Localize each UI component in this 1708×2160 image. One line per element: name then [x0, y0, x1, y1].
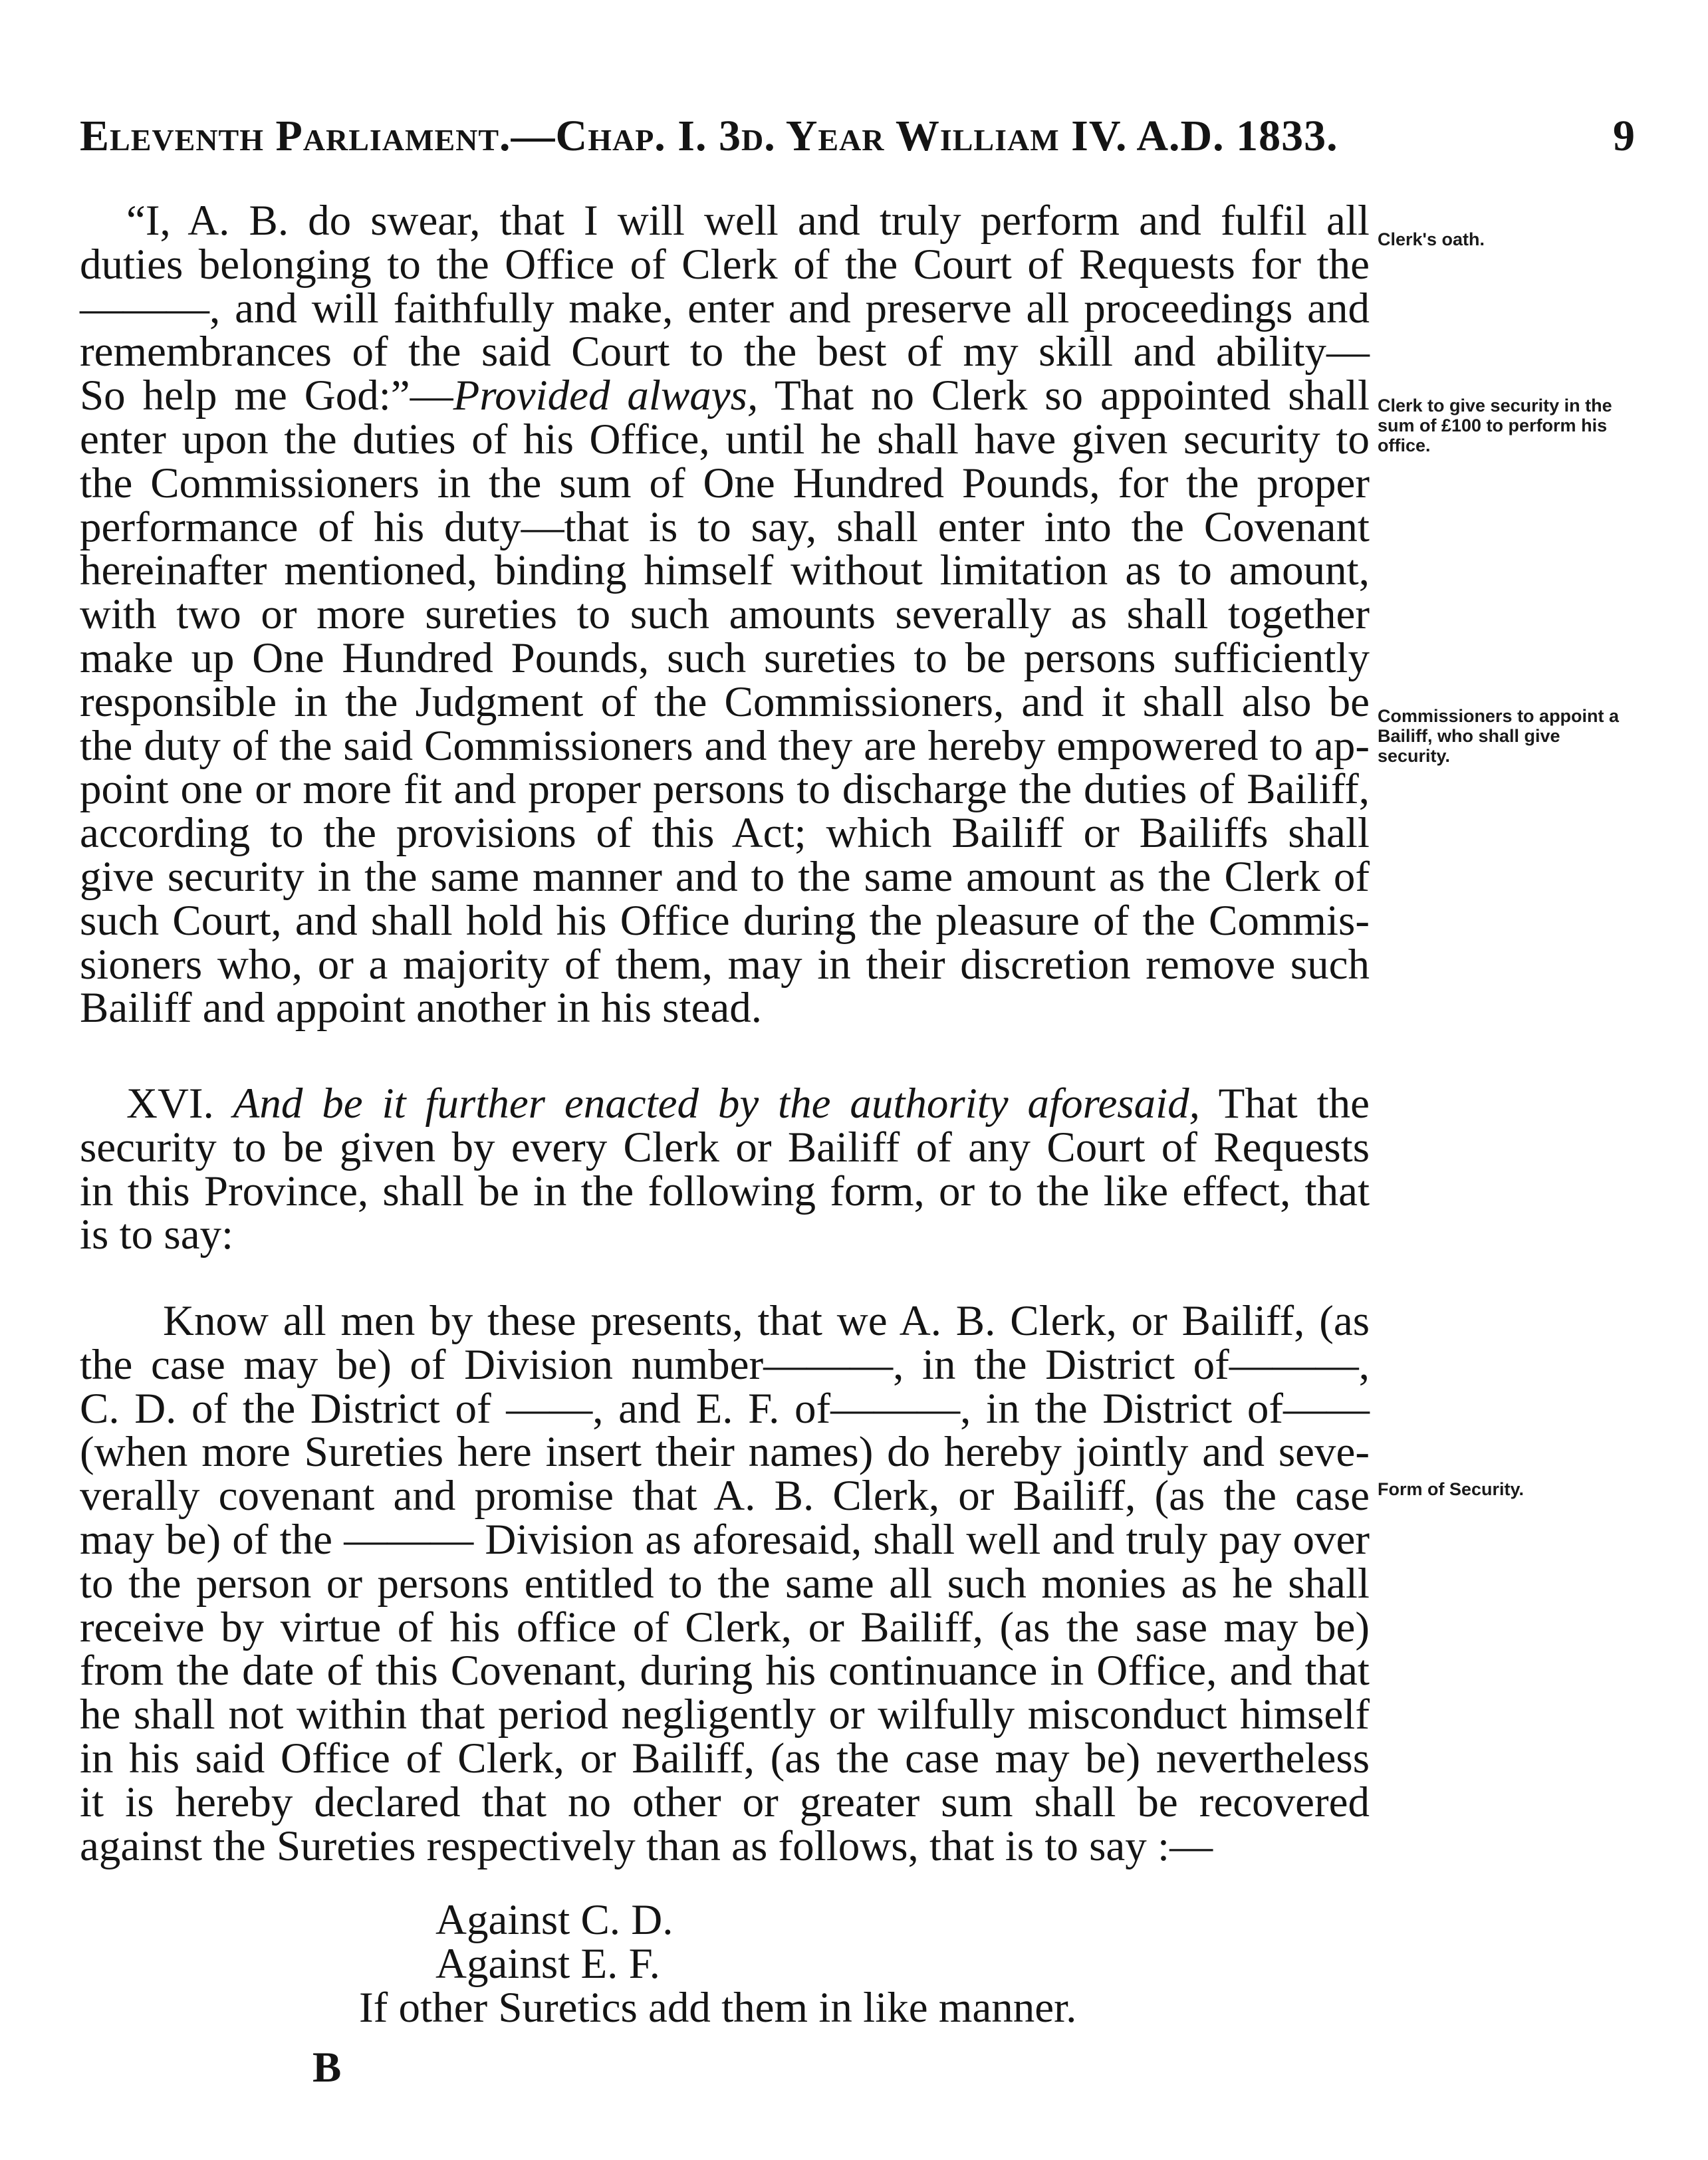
text-line: such Court, and shall hold his Office during the pleasure of the Commis-: [80, 896, 1370, 945]
against-ef-line: Against E. F.: [435, 1940, 660, 1988]
text-line-proviso: [80, 374, 1370, 418]
text-line: (when more Sureties here insert their names) do hereby jointly and seve-: [80, 1428, 1370, 1477]
oath-close: So help me God:”—: [80, 372, 453, 420]
enacting-clause: And be it further enacted by the authority aforesaid,: [233, 1080, 1200, 1128]
text-line: enter upon the duties of his Office, until he shall have given security to: [80, 415, 1370, 463]
text-line: the case may be) of Division number———, in the District of———,: [80, 1340, 1370, 1389]
section-xvi-first-line: [80, 1082, 1370, 1126]
margin-note-clerk-security: Clerk to give security in the sum of £100 to perform his office.: [1378, 396, 1612, 455]
header-title: Eleventh Parliament.—Chap. I. 3d. Year William IV. A.D. 1833.: [80, 112, 1338, 160]
text-line: “I, A. B. do swear, that I will well and truly perform and fulfil all: [126, 197, 1370, 245]
text-line: make up One Hundred Pounds, such sureties to be persons sufficiently: [80, 634, 1370, 682]
text-line: sioners who, or a majority of them, may in their discretion remove such: [80, 940, 1370, 989]
text-line: in his said Office of Clerk, or Bailiff, (as the case may be) nevertheless: [80, 1734, 1370, 1782]
text-line: duties belonging to the Office of Clerk of the Court of Requests for the: [80, 240, 1370, 289]
text-line: with two or more sureties to such amounts severally as shall together: [80, 590, 1370, 639]
text-line: Bailiff and appoint another in his stead.: [80, 984, 762, 1032]
against-cd-line: Against C. D.: [435, 1896, 673, 1944]
signature-mark: B: [312, 2044, 342, 2092]
section-xvi-paragraph: [80, 1082, 1370, 1257]
text-line: performance of his duty—that is to say, shall enter into the Covenant: [80, 503, 1370, 551]
margin-note-commissioners-bailiff: Commissioners to appoint a Bailiff, who shall give security.: [1378, 706, 1620, 766]
text-line: in this Province, shall be in the following form, or to the like effect, that: [80, 1167, 1370, 1215]
text-line: ———, and will faithfully make, enter and preserve all proceedings and: [80, 284, 1370, 332]
running-header: [80, 106, 1636, 166]
section-number: XVI.: [126, 1080, 214, 1128]
enacting-rest: That the: [1199, 1080, 1370, 1128]
oath-paragraph: [80, 199, 1370, 1030]
text-line: from the date of this Covenant, during his continuance in Office, and that: [80, 1647, 1370, 1695]
text-line: against the Sureties respectively than as follows, that is to say :—: [80, 1822, 1213, 1870]
text-line: Know all men by these presents, that we A. B. Clerk, or Bailiff, (as: [163, 1297, 1370, 1345]
text-line: C. D. of the District of ——, and E. F. of———, in the District of——: [80, 1384, 1370, 1433]
text-line: security to be given by every Clerk or Bailiff of any Court of Requests: [80, 1123, 1370, 1171]
text-line: the Commissioners in the sum of One Hundred Pounds, for the proper: [80, 459, 1370, 507]
proviso-rest: That no Clerk so appointed shall: [758, 372, 1370, 420]
text-line: the duty of the said Commissioners and they are hereby empowered to ap-: [80, 721, 1370, 770]
text-line: point one or more fit and proper persons to discharge the duties of Bailiff,: [80, 765, 1370, 814]
text-line: give security in the same manner and to the same amount as the Clerk of: [80, 852, 1370, 901]
text-line: is to say:: [80, 1211, 234, 1259]
page-number: 9: [1613, 112, 1636, 160]
text-line: receive by virtue of his office of Clerk, or Bailiff, (as the sase may be): [80, 1603, 1370, 1651]
form-of-security-paragraph: [80, 1297, 1370, 1870]
text-line: may be) of the ——— Division as aforesaid, shall well and truly pay over: [80, 1515, 1370, 1564]
text-line: he shall not within that period negligently or wilfully misconduct himself: [80, 1691, 1370, 1739]
text-line: according to the provisions of this Act; which Bailiff or Bailiffs shall: [80, 809, 1370, 858]
margin-note-clerks-oath: Clerk's oath.: [1378, 229, 1485, 249]
text-line: it is hereby declared that no other or greater sum shall be recovered: [80, 1778, 1370, 1826]
text-line: responsible in the Judgment of the Commissioners, and it shall also be: [80, 677, 1370, 726]
text-line: hereinafter mentioned, binding himself without limitation as to amount,: [80, 546, 1370, 595]
text-line: to the person or persons entitled to the same all such monies as he shall: [80, 1559, 1370, 1608]
other-sureties-line: If other Suretics add them in like manner.: [359, 1984, 1077, 2032]
text-line: verally covenant and promise that A. B. Clerk, or Bailiff, (as the case: [80, 1472, 1370, 1520]
text-line: remembrances of the said Court to the best of my skill and ability—: [80, 328, 1370, 376]
proviso-phrase: Provided always,: [453, 372, 759, 420]
margin-note-form-of-security: Form of Security.: [1378, 1479, 1525, 1499]
